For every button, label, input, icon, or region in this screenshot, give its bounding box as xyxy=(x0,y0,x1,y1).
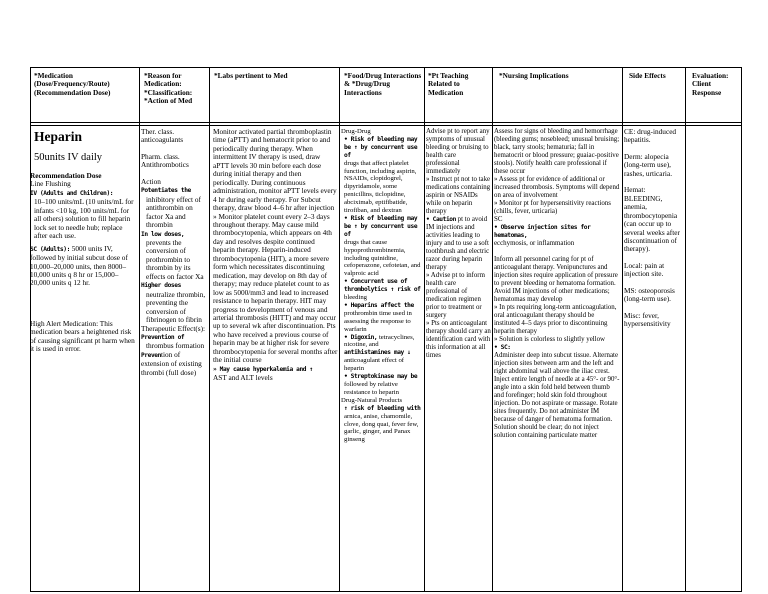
teaching-cell xyxy=(426,128,491,590)
side-effect-4: Local: pain at injection site. xyxy=(624,260,665,279)
drug-name: Heparin xyxy=(34,129,83,144)
header-divider xyxy=(31,122,741,123)
interaction-1-label: • Risk of bleeding may be ↑ by concurrent use of xyxy=(344,135,418,159)
nursing-8: » Solution is colorless to slightly yellow xyxy=(494,336,606,343)
line-flush-label: Line Flushing xyxy=(30,179,71,189)
interaction-5-label-2: antihistamines may ↓ xyxy=(344,349,411,357)
interaction-5-text-2: anticoagulant effect of heparin xyxy=(344,357,405,373)
interaction-6-text: followed by relative resistance to heparin xyxy=(344,381,399,396)
interaction-4-label: • Heparins affect the xyxy=(344,301,414,309)
column-divider xyxy=(685,68,686,591)
header-food-drug: *Food/Drug Interactions & *Drug/Drug Interactions xyxy=(344,71,422,97)
iv-dose-text: 10–100 units/mL (10 units/mL for infants <10 kg, 100 units/mL for all others) solution to fill heparin lock set to needle hub; replace after each use. xyxy=(34,197,134,241)
interaction-2-label: • Risk of bleeding may be ↑ by concurrent use of xyxy=(344,214,418,238)
side-effects-cell xyxy=(624,128,684,590)
column-divider xyxy=(139,68,140,591)
nursing-9-label: • SC: xyxy=(494,344,511,351)
action-title: Action xyxy=(141,176,161,186)
interaction-7-label: ↑ risk of bleeding with xyxy=(344,404,421,412)
food-drug-cell xyxy=(341,128,423,590)
teaching-2: » Instruct pt not to take medications containing aspirin or NSAIDs while on heparin therapy xyxy=(426,176,491,215)
header-medication: *Medication (Dose/Frequency/Route) (Recommendation Dose) xyxy=(34,71,111,97)
effect-1-label: Prevention of xyxy=(141,333,185,341)
iv-dose-label: IV (Adults and Children): xyxy=(30,189,114,197)
interaction-7-text: arnica, anise, chamomile, clove, dong quai, fever few, garlic, ginger, and Panax ginseng xyxy=(344,412,419,444)
side-effect-2: Derm: alopecia (long-term use), rashes, urticaria. xyxy=(624,151,673,178)
interaction-1-text: drugs that affect platelet function, including aspirin, NSAIDs, clopidogrel, dipyridamole, some penicillins, ticlopidine, abciximab, eptifibatide, tirofiban, and dextran xyxy=(344,159,417,215)
labs-text-3-label: » May cause hyperkalemia and ↑ xyxy=(213,365,313,373)
pharm-class: Pharm. class. Antithrombotics xyxy=(141,151,189,170)
header-nursing: *Nursing Implications xyxy=(499,71,569,80)
teaching-5: » Pts on anticoagulant therapy should carry an identification card with this information at all times xyxy=(426,320,491,359)
interaction-3-label: • Concurrent use of thrombolytics ↑ risk of xyxy=(344,278,421,294)
action-2-text: prevents the conversion of prothrombin to thrombin by its effects on factor Xa xyxy=(146,237,204,281)
nursing-7: » In pts requiring long-term anticoagulation, oral anticoagulant therapy should be instituted 4–5 days prior to discontinuing heparin therapy xyxy=(494,304,617,335)
labs-text-3: AST and ALT levels xyxy=(213,373,273,383)
action-3-label: Higher doses xyxy=(141,282,181,290)
labs-cell xyxy=(213,128,338,590)
natural-products-title: Drug-Natural Products xyxy=(341,396,403,404)
drug-dose: 50units IV daily xyxy=(34,152,103,163)
side-effect-3: Hemat: BLEEDING, anemia, thrombocytopenia (can occur up to several weeks after discontinuation of therapy). xyxy=(624,185,680,254)
action-1-text: inhibitory effect of antithrombin on factor Xa and thrombin xyxy=(146,194,201,230)
side-effect-1: CE: drug-induced hepatitis. xyxy=(624,128,677,145)
effects-title: Therapeutic Effect(s): xyxy=(141,323,206,333)
interaction-3-text: bleeding xyxy=(344,294,368,302)
column-divider xyxy=(622,68,623,591)
effect-2-label: Preven xyxy=(141,351,161,359)
sc-dose-label: SC (Adults): xyxy=(30,245,70,253)
effect-2-text: tion of extension of existing thrombi (full dose) xyxy=(141,349,202,377)
teaching-4: » Advise pt to inform health care professional of medication regimen prior to treatment or surgery xyxy=(426,272,485,319)
nursing-5: ecchymosis, or inflammation xyxy=(494,240,575,247)
nursing-cell xyxy=(494,128,621,590)
interaction-4-text: prothrombin time used in assessing the response to warfarin xyxy=(344,309,412,333)
reason-cell xyxy=(141,128,208,590)
interaction-6-label: • Streptokinase may be xyxy=(344,373,418,381)
header-reason: *Reason for Medication: *Classification: *Action of Med xyxy=(144,71,193,106)
high-alert-note: High Alert Medication: This medication bears a heightened risk of causing significant pt harm when it is used in error. xyxy=(30,318,135,354)
side-effect-6: Misc: fever, hypersensitivity xyxy=(624,310,671,329)
med-card-table xyxy=(30,67,742,592)
recommendation-title: Recommendation Dose xyxy=(30,171,102,180)
teaching-1: Advise pt to report any symptoms of unusual bleeding or bruising to health care professional immediately xyxy=(426,128,490,175)
action-1-label: Potentiates the xyxy=(141,187,191,195)
nursing-9: Administer deep into subcut tissue. Alternate injection sites between arm and the left and right abdominal wall above the iliac crest. Inject entire length of needle at a 45°- or 90°-angle into a skin fold held between thumb and forefinger; hold skin fold throughout injection. Do not aspirate or massage. Rotate sites frequently. Do not administer IM because of danger of hematoma formation. Solution should be clear; do not inject solution containing particulate matter xyxy=(494,352,620,439)
effect-1-text: thrombus formation xyxy=(146,341,205,351)
nursing-3: » Monitor pt for hypersensitivity reactions (chills, fever, urticaria) xyxy=(494,200,611,215)
nursing-2: » Assess pt for evidence of additional or increased thrombosis. Symptoms will depend on area of involvement xyxy=(494,176,620,199)
labs-text-2: » Monitor platelet count every 2–3 days throughout therapy. May cause mild thrombocytopenia, which appears on 4th day and resolves despite continued heparin therapy. Heparin-induced thrombocytopenia (HIT), a more severe form which necessitates discontinuing medication, may develop on 8th day of therapy; may reduce platelet count to as low as 5000/mm3 and lead to increased resistance to heparin therapy. HIT may progress to development of venous and arterial thrombosis (HITT) and may occur up to several wk after discontinuation. Pts who have received a previous course of heparin may be at higher risk for severe thrombocytopenia for several months after the initial course xyxy=(213,211,338,365)
header-labs: *Labs pertinent to Med xyxy=(214,71,288,80)
column-divider xyxy=(339,68,340,591)
interaction-2-text: drugs that cause hypoprothrombinemia, including quinidine, cefoperazone, cefotetan, and valproic acid xyxy=(344,238,421,278)
action-3-text: neutralize thrombin, preventing the conversion of fibrinogen to fibrin xyxy=(146,289,206,325)
nursing-1: Assess for signs of bleeding and hemorrhage (bleeding gums; nosebleed; unusual bruising; black, tarry stools; hematuria; fall in hematocrit or blood pressure; guaiac-positive stools). Notify health care professional if these occur xyxy=(494,128,620,175)
interaction-5-label: • Digoxin, xyxy=(344,333,378,341)
column-divider xyxy=(209,68,210,591)
column-divider xyxy=(492,68,493,591)
column-divider xyxy=(424,68,425,591)
side-effect-5: MS: osteoporosis (long-term use). xyxy=(624,285,675,304)
ther-class: Ther. class. anticoagulants xyxy=(141,128,184,145)
header-side-effects: Side Effects xyxy=(629,71,666,80)
drug-drug-title: Drug-Drug xyxy=(341,128,371,135)
nursing-6: Inform all personnel caring for pt of anticoagulant therapy. Venipunctures and injection sites require application of pressure to prevent bleeding or hematoma formation. Avoid IM injections of other medications; hematomas may develop xyxy=(494,256,618,303)
nursing-5-label: • Observe injection sites for hematomas, xyxy=(494,224,591,239)
nursing-4: SC xyxy=(494,216,503,223)
interaction-5-text: tetracyclines, nicotine, and xyxy=(344,333,415,349)
sc-dose-text: 5000 units IV, followed by initial subcut dose of 10,000–20,000 units, then 8000–10,000 units q 8 hr or 15,000–20,000 units q 12 hr. xyxy=(30,243,128,288)
medication-cell xyxy=(30,129,137,591)
header-divider xyxy=(31,125,741,126)
teaching-3-label: • Caution xyxy=(426,216,456,223)
evaluation-cell xyxy=(688,128,740,590)
header-teaching: *Pt Teaching Related to Medication xyxy=(428,71,469,97)
action-2-label: In low doses, xyxy=(141,230,185,238)
header-evaluation: Evaluation: Client Response xyxy=(692,71,729,97)
labs-text-1: Monitor activated partial thromboplastin time (aPTT) and hematocrit prior to and periodically during therapy. When intermittent IV therapy is used, draw aPTT levels 30 min before each dose during initial therapy and then periodically. During continuous administration, monitor aPTT levels every 4 hr during early therapy. For Subcut therapy, draw blood 4–6 hr after injection xyxy=(213,128,337,213)
teaching-3: pt to avoid IM injections and activities leading to injury and to use a soft toothbrush and electric razor during heparin therapy xyxy=(426,216,490,271)
